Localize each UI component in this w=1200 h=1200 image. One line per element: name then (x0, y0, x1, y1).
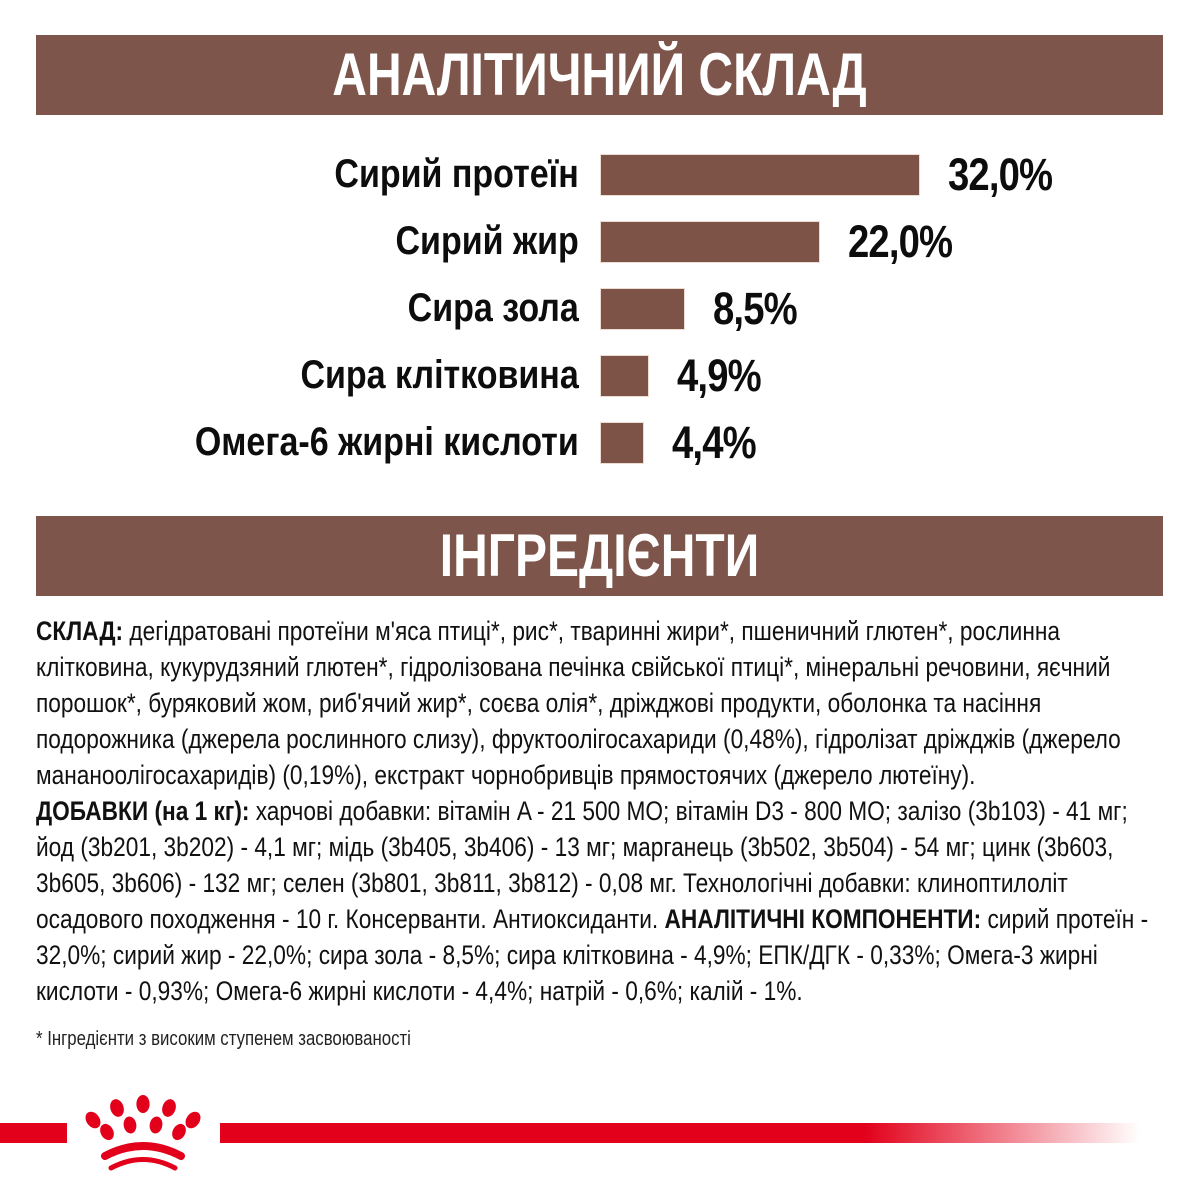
chart-bar (600, 422, 644, 464)
chart-row (36, 208, 1163, 275)
chart-value-label: 8,5% (713, 282, 797, 334)
royal-canin-crown-icon (65, 1090, 225, 1185)
chart-category-label: Сира зола (407, 286, 579, 330)
chart-bar (600, 221, 820, 263)
ingredients-section-title: ІНГРЕДІЄНТИ (439, 522, 760, 589)
chart-row (36, 141, 1163, 208)
chart-category-label: Сирий жир (395, 219, 579, 263)
chart-row (36, 275, 1163, 342)
chart-value-label: 4,4% (672, 416, 756, 468)
digestibility-footnote: * Інгредієнти з високим ступенем засвоюваності (36, 1028, 411, 1050)
chart-value-label: 22,0% (848, 215, 953, 267)
section-header-analytical (36, 35, 1163, 115)
ingredients-text-block (36, 613, 1163, 1051)
chart-bar (600, 154, 920, 196)
chart-category-label: Сира клітковина (300, 353, 579, 397)
analytical-section-title: АНАЛІТИЧНИЙ СКЛАД (332, 41, 867, 108)
chart-row (36, 409, 1163, 476)
chart-category-label: Сирий протеїн (334, 152, 579, 196)
additives-paragraph: ДОБАВКИ (на 1 кг): харчові добавки: вітамін A - 21 500 МО; вітамін D3 - 800 МО; залізо (3b103) - 41 мг; йод (3b201, 3b202) - 4,1 мг; мідь (3b405, 3b406) - 13 мг; марганець (3b502, 3b504) - 54 мг; цинк (3b603, 3b605, 3b606) - 132 мг; селен (3b801, 3b811, 3b812) - 0,08 мг. Технологічні добавки: клиноптилоліт осадового походження - 10 г. Консерванти. Антиоксиданти. АНАЛІТИЧНІ КОМПОНЕНТИ: сирий протеїн - 32,0%; сирий жир - 22,0%; сира зола - 8,5%; сира клітковина - 4,9%; ЕПК/ДГК - 0,33%; Омега-3 жирні кислоти - 0,93%; Омега-6 жирні кислоти - 4,4%; натрій - 0,6%; калій - 1%. (36, 796, 1149, 1006)
chart-bar (600, 355, 649, 397)
section-header-ingredients (36, 516, 1163, 596)
chart-value-label: 32,0% (948, 148, 1053, 200)
chart-row (36, 342, 1163, 409)
composition-bar-chart (36, 141, 1163, 476)
composition-paragraph: СКЛАД: дегідратовані протеїни м'яса птиці*, рис*, тваринні жири*, пшеничний глютен*, рослинна клітковина, кукурудзяний глютен*, гідролізована печінка свійської птиці*, мінеральні речовини, яєчний порошок*, буряковий жом, риб'ячий жир*, соєва олія*, дріжджові продукти, оболонка та насіння подорожника (джерела рослинного слизу), фруктоолігосахариди (0,48%), гідролізат дріжджів (джерело мананоолігосахаридів) (0,19%), екстракт чорнобривців прямостоячих (джерело лютеїну). (36, 616, 1121, 790)
chart-bar (600, 288, 685, 330)
chart-value-label: 4,9% (677, 349, 761, 401)
chart-category-label: Омега-6 жирні кислоти (194, 420, 579, 464)
